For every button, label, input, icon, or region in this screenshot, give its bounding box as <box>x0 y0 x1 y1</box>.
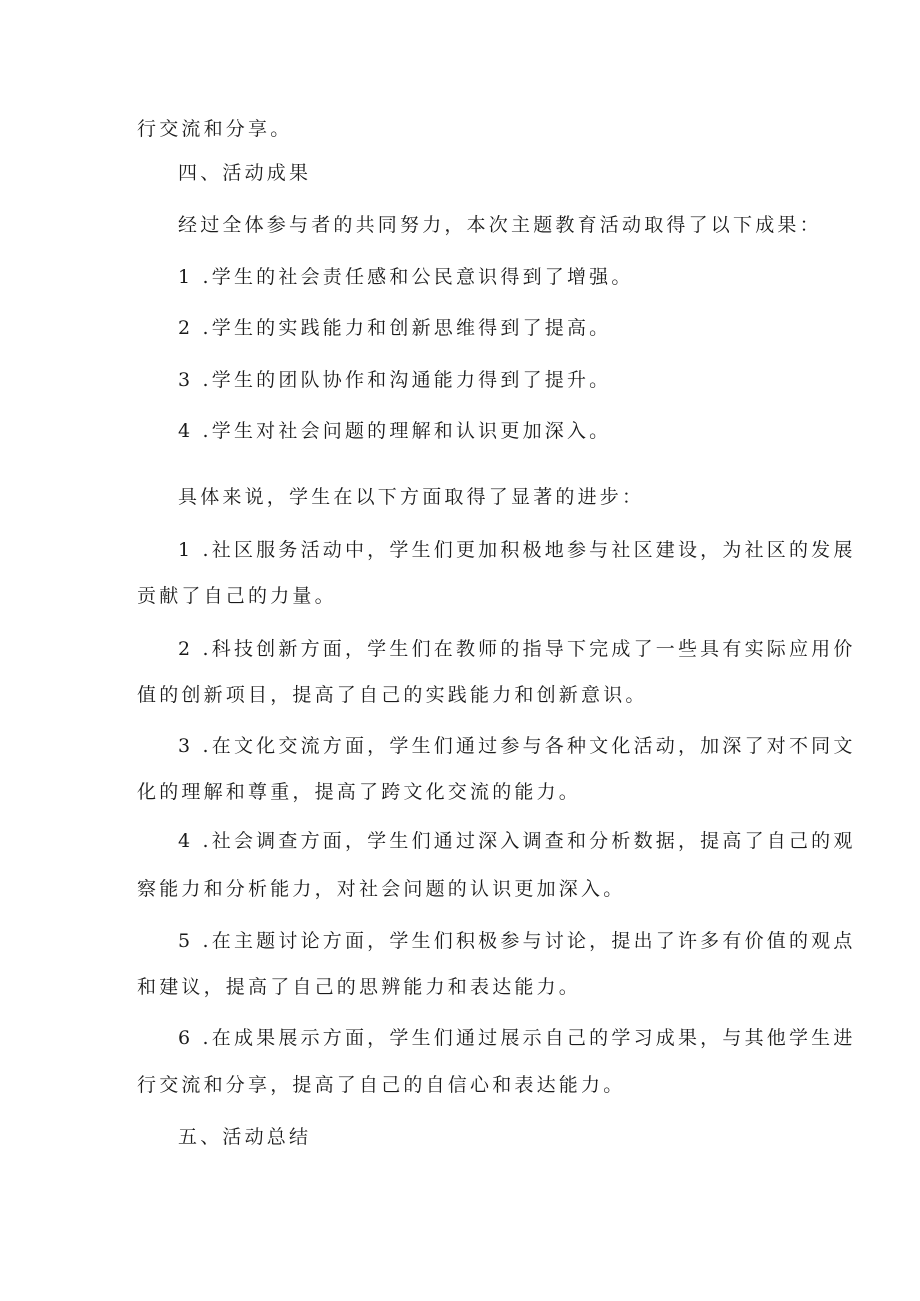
progress-intro: 具体来说，学生在以下方面取得了显著的进步： <box>178 486 645 508</box>
result-item-1: 1 .学生的社会责任感和公民意识得到了增强。 <box>178 266 634 288</box>
results-intro: 经过全体参与者的共同努力，本次主题教育活动取得了以下成果： <box>178 214 822 236</box>
progress-item-3-line-2: 化的理解和尊重，提高了跨文化交流的能力。 <box>137 781 582 803</box>
section-heading-5: 五、活动总结 <box>178 1126 312 1148</box>
result-item-2: 2 .学生的实践能力和创新思维得到了提高。 <box>178 317 612 339</box>
progress-item-5-line-1: 5 .在主题讨论方面，学生们积极参与讨论，提出了许多有价值的观点 <box>178 930 856 952</box>
progress-item-2-line-2: 值的创新项目，提高了自己的实践能力和创新意识。 <box>137 684 648 706</box>
progress-item-2-line-1: 2 .科技创新方面，学生们在教师的指导下完成了一些具有实际应用价 <box>178 638 856 660</box>
progress-item-5-line-2: 和建议，提高了自己的思辨能力和表达能力。 <box>137 976 582 998</box>
section-heading-4: 四、活动成果 <box>178 162 312 184</box>
progress-item-6-line-1: 6 .在成果展示方面，学生们通过展示自己的学习成果，与其他学生进 <box>178 1027 856 1049</box>
result-item-3: 3 .学生的团队协作和沟通能力得到了提升。 <box>178 369 612 391</box>
progress-item-4-line-1: 4 .社会调查方面，学生们通过深入调查和分析数据，提高了自己的观 <box>178 830 856 852</box>
progress-item-6-line-2: 行交流和分享，提高了自己的自信心和表达能力。 <box>137 1074 626 1096</box>
progress-item-3-line-1: 3 .在文化交流方面，学生们通过参与各种文化活动，加深了对不同文 <box>178 735 856 757</box>
paragraph-continuation: 行交流和分享。 <box>137 118 293 140</box>
progress-item-1-line-1: 1 .社区服务活动中，学生们更加积极地参与社区建设，为社区的发展 <box>178 539 856 561</box>
result-item-4: 4 .学生对社会问题的理解和认识更加深入。 <box>178 420 612 442</box>
progress-item-1-line-2: 贡献了自己的力量。 <box>137 585 337 607</box>
progress-item-4-line-2: 察能力和分析能力，对社会问题的认识更加深入。 <box>137 878 626 900</box>
